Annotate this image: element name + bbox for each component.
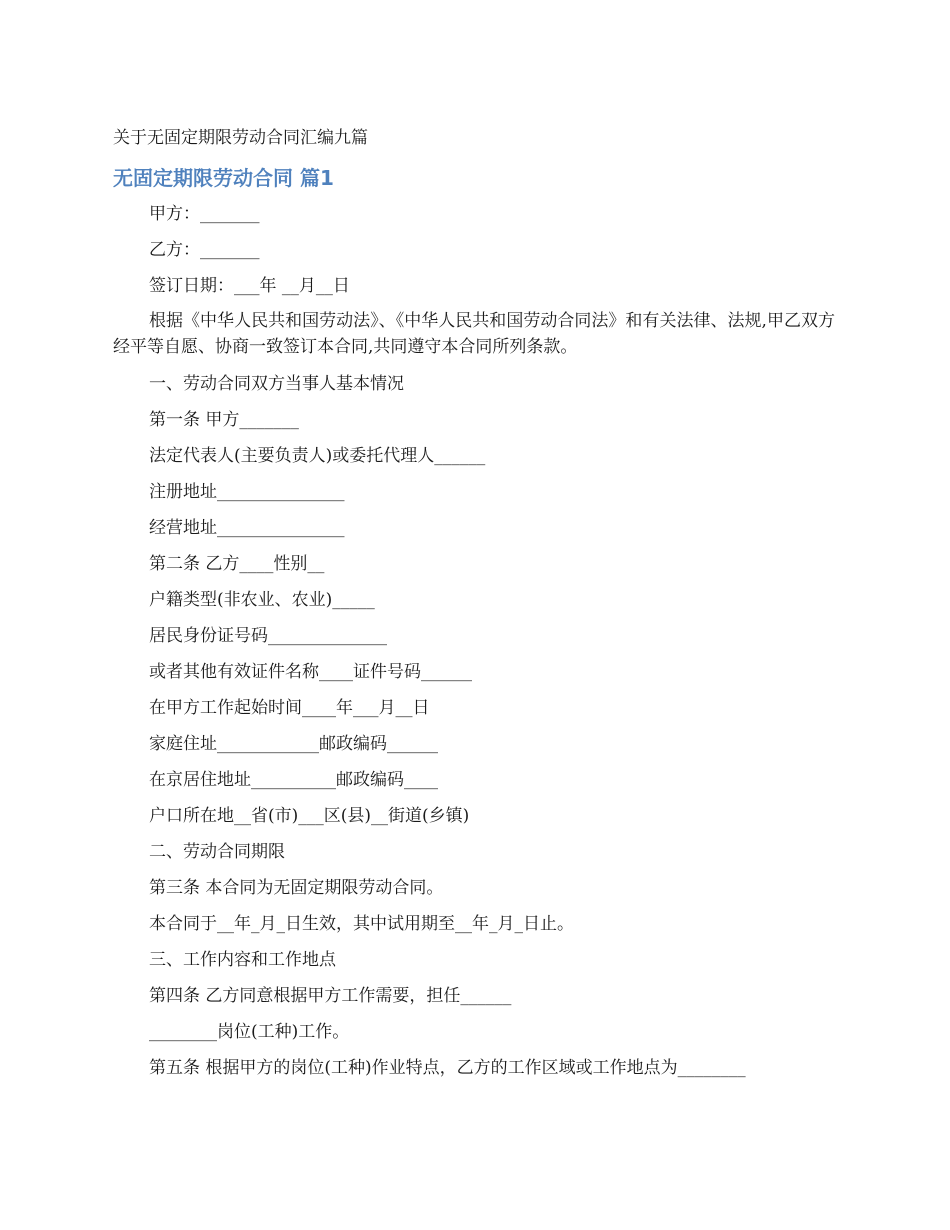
preamble-paragraph: 根据《中华人民共和国劳动法》、《中华人民共和国劳动合同法》和有关法律、法规,甲乙双方经平等自愿、协商一致签订本合同,共同遵守本合同所列条款。: [113, 311, 835, 357]
article-2: 第二条 乙方____性别__: [149, 554, 325, 574]
signing-date-line: 签订日期：___年 __月__日: [149, 276, 350, 296]
party-a-line: 甲方：_______: [149, 204, 260, 224]
household-type-line: 户籍类型(非农业、农业)_____: [149, 590, 375, 610]
beijing-address-line: 在京居住地址__________邮政编码____: [149, 770, 438, 790]
business-address-line: 经营地址_______________: [149, 518, 345, 538]
chapter-heading-1: 一、劳动合同双方当事人基本情况: [149, 374, 404, 394]
article-3: 第三条 本合同为无固定期限劳动合同。: [149, 878, 444, 898]
article-4: 第四条 乙方同意根据甲方工作需要，担任______: [149, 986, 512, 1006]
section-heading: 无固定期限劳动合同 篇1: [113, 166, 334, 190]
id-number-line: 居民身份证号码______________: [149, 626, 387, 646]
legal-representative-line: 法定代表人(主要负责人)或委托代理人______: [149, 446, 486, 466]
document-title: 关于无固定期限劳动合同汇编九篇: [113, 128, 368, 148]
start-date-line: 在甲方工作起始时间____年___月__日: [149, 698, 430, 718]
position-line: ________岗位(工种)工作。: [149, 1022, 350, 1042]
party-b-line: 乙方：_______: [149, 240, 260, 260]
chapter-heading-3: 三、工作内容和工作地点: [149, 950, 336, 970]
document-body: [113, 200, 835, 1090]
registered-address-line: 注册地址_______________: [149, 482, 345, 502]
other-certificate-line: 或者其他有效证件名称____证件号码______: [149, 662, 472, 682]
article-1: 第一条 甲方_______: [149, 410, 299, 430]
home-address-line: 家庭住址____________邮政编码______: [149, 734, 438, 754]
article-5: 第五条 根据甲方的岗位(工种)作业特点，乙方的工作区域或工作地点为________: [149, 1058, 746, 1078]
effective-date-line: 本合同于__年_月_日生效，其中试用期至__年_月_日止。: [149, 914, 574, 934]
chapter-heading-2: 二、劳动合同期限: [149, 842, 285, 862]
hukou-location-line: 户口所在地__省(市)___区(县)__街道(乡镇): [149, 806, 470, 826]
